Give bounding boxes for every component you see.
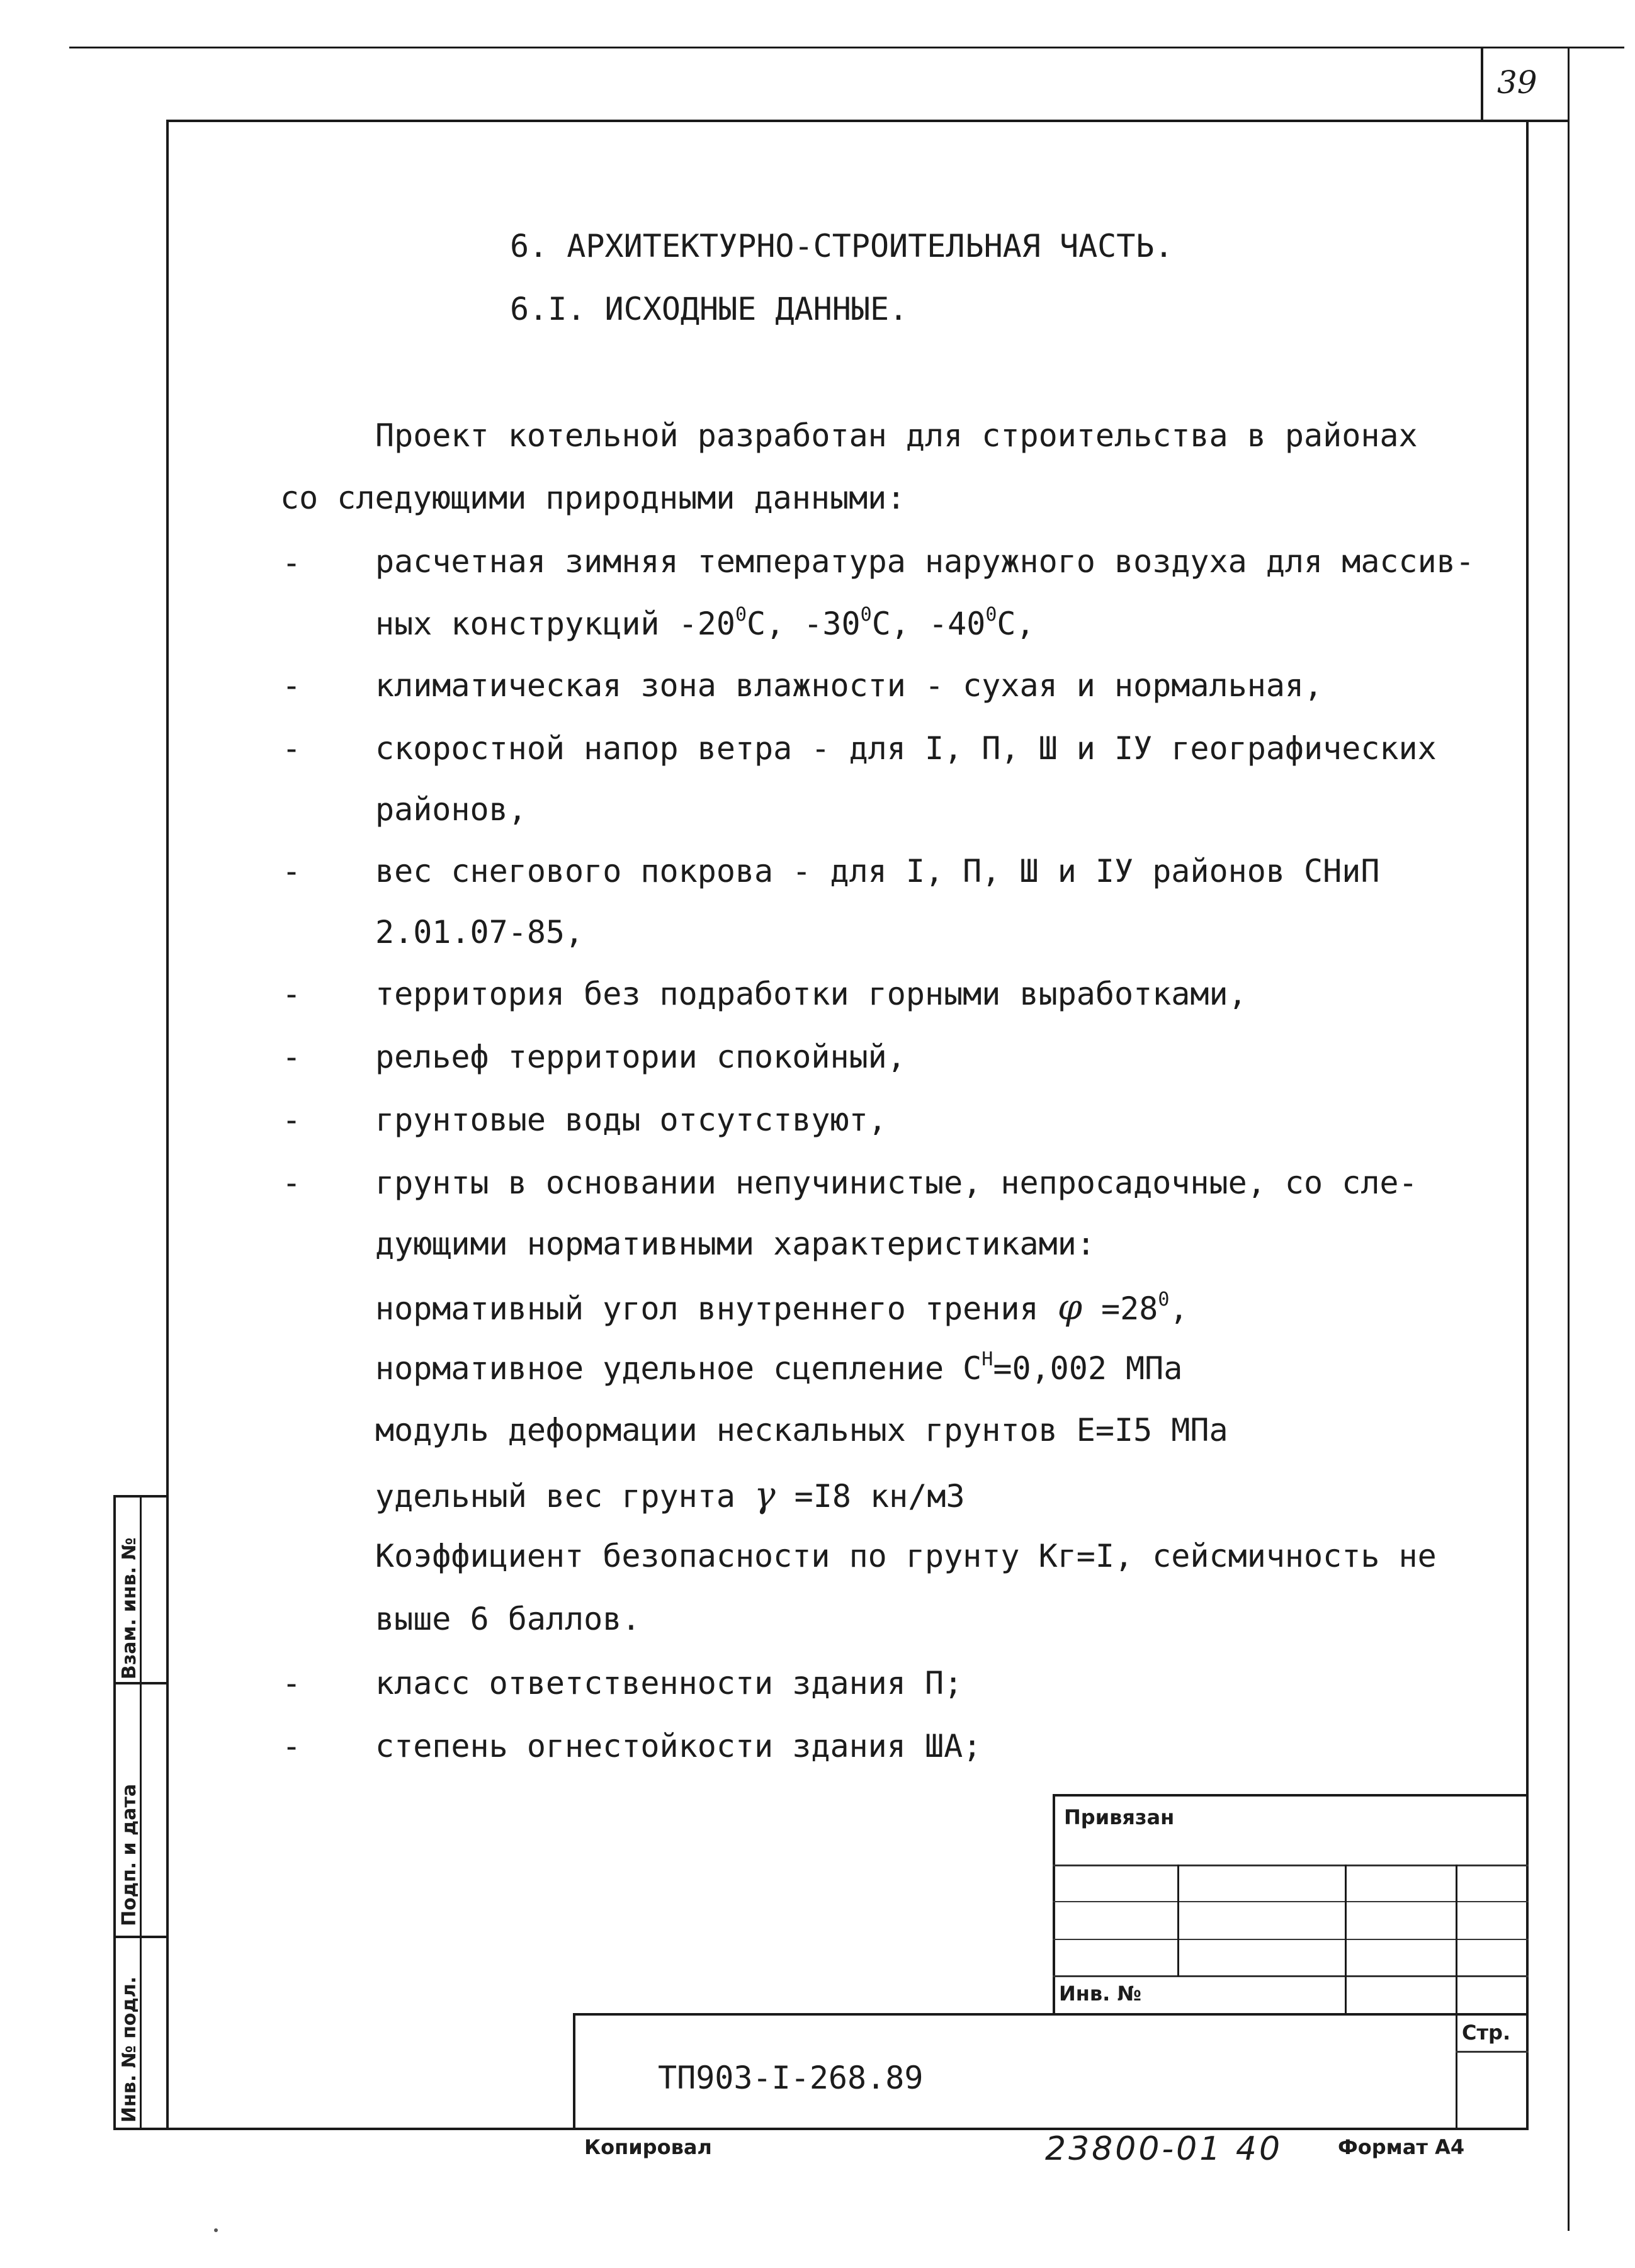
stamp-col-line — [1456, 1865, 1457, 2129]
outer-right-edge — [1568, 47, 1570, 2231]
list-dash: - — [282, 667, 302, 704]
stamp-inv-no-label: Инв. № — [1059, 1982, 1141, 2006]
list-dash: - — [282, 544, 302, 581]
page-number-box-left — [1481, 47, 1483, 122]
list-dash: - — [282, 1165, 302, 1201]
item-snow-line-1: вес снегового покрова - для I, П, Ш и IУ районов СНиП — [375, 853, 1380, 889]
cohesion-sup: Н — [982, 1348, 993, 1370]
item-fire-resistance: степень огнестойкости здания ША; — [375, 1728, 982, 1764]
page-number: 39 — [1497, 64, 1537, 101]
weight-value: =I8 кн/м3 — [775, 1478, 965, 1515]
item-wind-line-2: районов, — [375, 791, 527, 828]
item-safety-line-1: Коэффициент безопасности по грунту Кг=I, сейсмичность не — [375, 1538, 1437, 1574]
footer-format-label: Формат А4 — [1338, 2135, 1465, 2159]
subsection-heading: 6.I. ИСХОДНЫЕ ДАННЫЕ. — [510, 291, 908, 327]
item-temperature-line-1: расчетная зимняя температура наружного воздуха для массив- — [375, 543, 1474, 580]
item-safety-line-2: выше 6 баллов. — [375, 1601, 641, 1637]
degree-sup: 0 — [985, 604, 997, 626]
cohesion-value: =0,002 МПа — [993, 1350, 1183, 1387]
item-soils-line-1: грунты в основании непучинистые, непросадочные, со сле- — [375, 1165, 1418, 1201]
top-edge-line — [69, 47, 1624, 48]
frame-top-border — [166, 120, 1569, 122]
temp-text-b: С, -30 — [747, 606, 861, 642]
item-modulus: модуль деформации нескальных грунтов Е=I5 МПа — [375, 1412, 1228, 1448]
section-heading: 6. АРХИТЕКТУРНО-СТРОИТЕЛЬНАЯ ЧАСТЬ. — [510, 228, 1174, 264]
stamp-top-line — [1053, 1794, 1529, 1797]
frame-left-border — [166, 120, 169, 2129]
stamp-col-line — [1345, 1865, 1347, 2014]
stamp-lower-top-line — [573, 2013, 1529, 2016]
item-friction-angle — [375, 1287, 1189, 1328]
angle-value: =28 — [1082, 1290, 1158, 1327]
scan-speck — [214, 2228, 218, 2232]
temp-text-d: С, — [997, 606, 1035, 642]
list-dash: - — [282, 1728, 302, 1764]
list-dash: - — [282, 1039, 302, 1075]
item-humidity: климатическая зона влажности - сухая и нормальная, — [375, 667, 1323, 704]
stamp-lower-left-line — [573, 2013, 575, 2129]
item-wind-line-1: скоростной напор ветра - для I, П, Ш и IУ географических — [375, 730, 1437, 767]
side-label-replace-inv: Взам. инв. № — [118, 1537, 140, 1679]
degree-sup: 0 — [860, 604, 872, 626]
temp-text-a: ных конструкций -20 — [375, 606, 735, 642]
angle-comma: , — [1169, 1290, 1189, 1327]
stamp-sheet-label: Стр. — [1462, 2021, 1511, 2045]
frame-right-border — [1526, 120, 1529, 2129]
degree-sup: 0 — [1158, 1289, 1170, 1311]
angle-text: нормативный угол внутреннего трения — [375, 1290, 1058, 1327]
item-responsibility: класс ответственности здания П; — [375, 1665, 963, 1701]
item-temperature-line-2 — [375, 606, 1035, 642]
stamp-left-line — [1053, 1794, 1055, 2014]
item-groundwater: грунтовые воды отсутствуют, — [375, 1102, 887, 1138]
intro-line-1: Проект котельной разработан для строительства в районах — [375, 417, 1418, 454]
item-relief: рельеф территории спокойный, — [375, 1039, 906, 1075]
list-dash: - — [282, 1102, 302, 1138]
list-dash: - — [282, 976, 302, 1012]
side-label-orig-inv: Инв. № подл. — [118, 1976, 140, 2123]
stamp-bound-label: Привязан — [1064, 1805, 1175, 1829]
item-unit-weight — [375, 1475, 965, 1516]
side-strip-left — [113, 1495, 116, 2130]
footer-copied-label: Копировал — [584, 2135, 712, 2159]
weight-text: удельный вес грунта — [375, 1478, 755, 1515]
intro-line-2: со следующими природными данными: — [280, 480, 906, 516]
list-dash: - — [282, 853, 302, 889]
stamp-col-line — [1177, 1865, 1179, 1977]
phi-symbol: φ — [1057, 1287, 1082, 1328]
list-dash: - — [282, 1665, 302, 1701]
cohesion-text: нормативное удельное сцепление С — [375, 1350, 982, 1387]
item-snow-line-2: 2.01.07-85, — [375, 914, 584, 951]
item-soils-line-2: дующими нормативными характеристиками: — [375, 1226, 1095, 1262]
document-code: ТП903-I-268.89 — [658, 2060, 924, 2096]
list-dash: - — [282, 730, 302, 767]
degree-sup: 0 — [735, 604, 747, 626]
item-mining: территория без подработки горными выработками, — [375, 976, 1247, 1012]
stamp-sheet-divider — [1456, 2051, 1529, 2053]
side-label-sign-date: Подп. и дата — [118, 1783, 140, 1926]
footer-handwritten-number: 23800-01 40 — [1045, 2130, 1283, 2168]
gamma-symbol: γ — [754, 1475, 776, 1516]
item-cohesion — [375, 1350, 1182, 1387]
frame-bottom-border — [113, 2128, 1529, 2130]
temp-text-c: С, -40 — [871, 606, 986, 642]
